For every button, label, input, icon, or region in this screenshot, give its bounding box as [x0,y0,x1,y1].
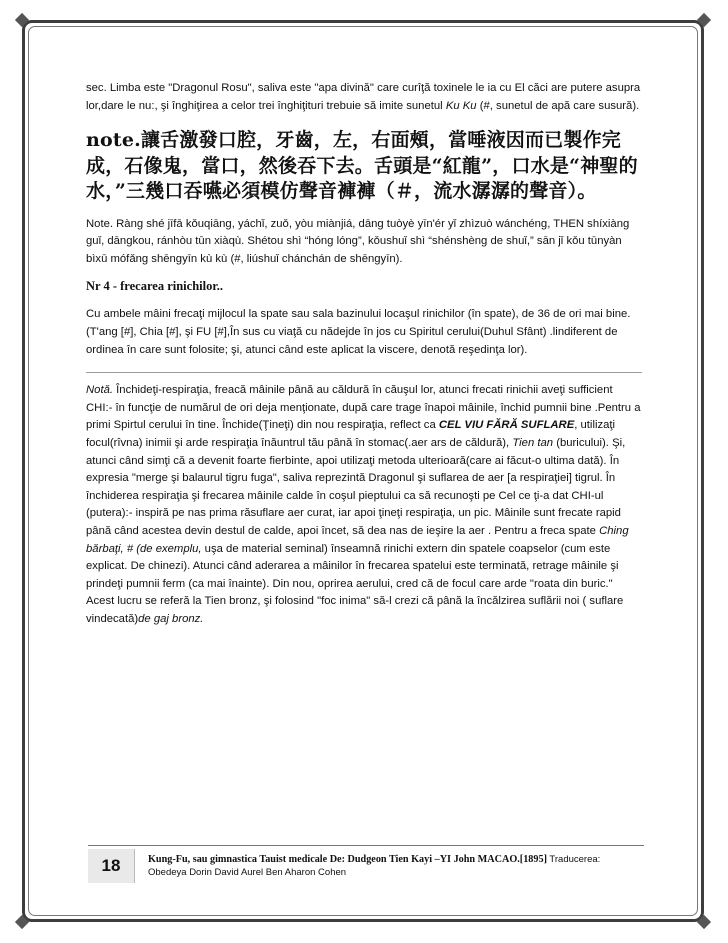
note-text-1: Închideţi-respiraţia, freacă mâinile până au căldură în căuşul lor, atunci frecati rinichii aveţi sufficient CHI:- în funcţie de numărul de ori deja menţionate, după care trage înapoi mâinile, închid pumnii bine .Pentru a primi Spirtul cerului în tine. Închide(Ţineţi) din nou respiraţia, reflect ca [86,384,641,432]
section-heading: Nr 4 - frecarea rinichilor.. [86,279,224,294]
footer-book-title: Kung-Fu, sau gimnastica Tauist medicale De: Dudgeon Tien Kayi –YI John MACAO.[1895] [148,854,547,865]
note-bold-phrase: CEL VIU FĂRĂ SUFLARE [438,419,575,432]
footer-translator: Obedeya Dorin David Aurel Ben Aharon Cohen [148,867,347,878]
footer-text [148,853,648,879]
intro-text: sec. Limba este "Dragonul Rosu", saliva este "apa divină" care curîţă toxinele le ia cu El căci are putere asupra lor,dare le nu:, şi înghiţirea a celor trei înghiţituri trebuie să imite sunetul [86,82,641,112]
pinyin-paragraph: Note. Ràng shé jīfā kǒuqiāng, yáchǐ, zuǒ, yòu miànjiá, dāng tuòyè yīn'ér yǐ zhìzuò wánchéng, THEN shíxiàng guǐ, dāngkou, ránhòu tūn xiàqù. Shétou shì “hóng lóng”, kǒushuǐ shì “shénshèng de shuǐ,” sān jǐ kǒu tūnyàn bìxū mófǎng shēngyīn kù kù (#, liúshuǐ chánchán de shēngyīn). [86,217,630,265]
page-number: 18 [88,849,135,883]
note-text-2: , utilizaţi focul(rîvna) inimii şi arde respiraţia înăuntrul tău până în stomac(.aer ars de căldură), [86,419,616,450]
intro-paragraph [86,80,642,115]
note-text-3: (buricului). Şi, atunci când simţi că a devenit foarte fierbinte, apoi utilizaţi metoda ulterioară(care ai făcut-o ultima dată). În expresia "merge şi balaurul tigru fuga", saliva reprezintă Dragonul şi suflarea de aer [a respiraţiei] tigrul. În închiderea respiraţia şi frecarea mâinile calde în coşul pieptului ca să recunoşti pe Cel ce ţi-a dat CHI-ul (putera):- inspiră pe nas prima răsuflare aer curat, iar apoi ţineţi respiraţia, un pic. Mâinile sunt frecate rapid până când acestea devin destul de calde, apoi încet, să dea nas de ieşire la aer . Pentru a freca spate [86,437,626,537]
note-label: Notă. [86,384,114,397]
note-italic-tien-tan: Tien tan [512,437,554,450]
note-text-4: uşa de material seminal) înseamnă rinichi extern din spatele coapselor (cum este explicat. De chinezi). Atunci când aderarea a mâinilor în frecarea spatelui este terminată, retrage mâinile şi prindeţi pumnii ferm (ca mai înainte). Din nou, oprirea aerului, cred că de focul care arde "roata din buric." Acest lucru se referă la Tien bronz, şi folosind "foc inima" să-l crezi că până la încălzirea suflării noi ( suflare vindecată) [86,542,624,625]
footer-translation-label: Traducerea: [546,854,601,865]
page-content [86,80,642,629]
note-paragraph [86,382,642,628]
intro-text-end: (#, sunetul de apă care susură). [476,99,640,112]
kidney-rubbing-paragraph: Cu ambele mâini frecaţi mijlocul la spate sau sala bazinului locaşul rinichilor (în spate), de 36 de ori mai bine. (T'ang [#], Chia [#], şi FU [#],În sus cu viaţă cu nădejde în jos cu Spiritul cerului(Duhul Sfânt) .lindiferent de ordinea în care sunt folosite; şi, atunci când este aplicat la viscere, denotă reşedinţa lor). [86,308,631,356]
chinese-paragraph: note.讓舌激發口腔，牙齒，左，右面頰，當唾液因而已製作完成，石像鬼，當口，然後吞下去。舌頭是“紅龍”，口水是“神聖的水，”三幾口吞嚥必須模仿聲音褲褲（＃，流水潺潺的聲音）。 [86,129,638,203]
page-footer [88,845,644,885]
note-italic-ching: Ching bărbaţi, # (de exemplu, [86,525,629,555]
note-italic-gaj-bronz: de gaj bronz. [138,612,204,625]
horizontal-divider [86,372,642,373]
intro-emphasis: Ku Ku [445,99,477,112]
footer-rule [88,845,644,846]
